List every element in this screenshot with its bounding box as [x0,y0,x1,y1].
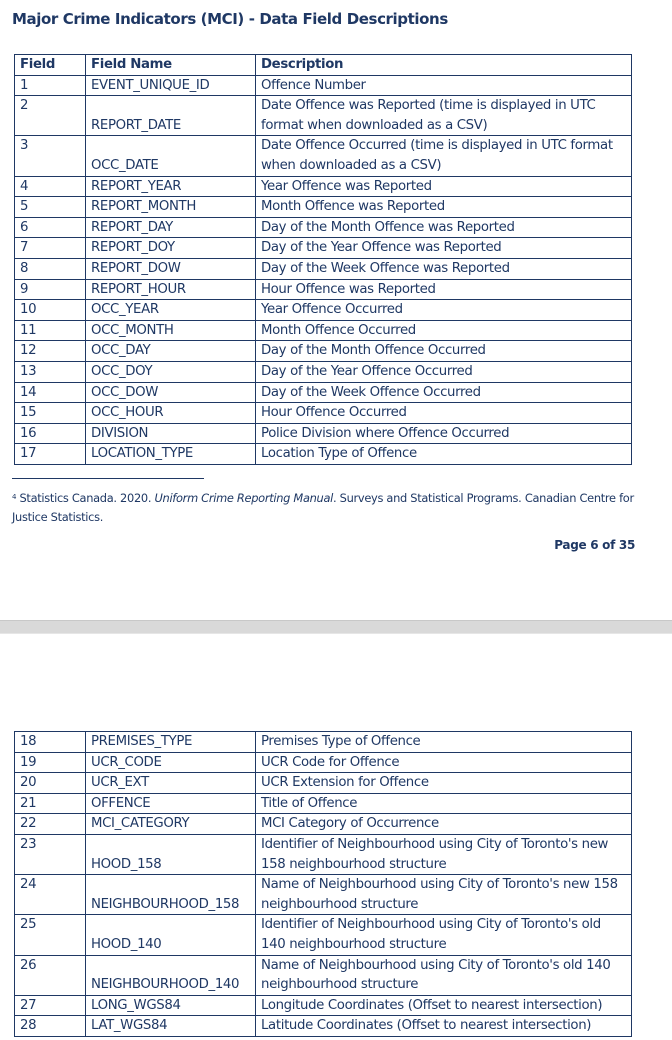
description-cell: Premises Type of Offence [256,732,632,753]
table-row [15,382,632,403]
description-cell: Date Offence Occurred (time is displayed in UTC format when downloaded as a CSV) [256,136,632,176]
field-name-cell: OCC_DATE [86,136,256,176]
table-row [15,752,632,773]
field-name-cell: LAT_WGS84 [86,1016,256,1037]
table-row [15,875,632,915]
description-cell: UCR Extension for Offence [256,773,632,794]
description-cell: Location Type of Offence [256,444,632,465]
field-name-cell: PREMISES_TYPE [86,732,256,753]
description-cell: Offence Number [256,75,632,96]
description-cell: Hour Offence Occurred [256,403,632,424]
table-body [15,75,632,464]
field-name-cell: HOOD_158 [86,834,256,874]
table-row [15,341,632,362]
description-cell: UCR Code for Offence [256,752,632,773]
document-page-7 [0,634,672,1040]
field-number-cell: 26 [15,955,86,995]
field-number-cell: 24 [15,875,86,915]
field-name-cell: DIVISION [86,423,256,444]
table-row [15,773,632,794]
description-cell: Month Offence Occurred [256,320,632,341]
table-row [15,258,632,279]
field-number-cell: 21 [15,793,86,814]
table-row [15,96,632,136]
description-cell: Police Division where Offence Occurred [256,423,632,444]
description-cell: Year Offence Occurred [256,300,632,321]
field-name-cell: EVENT_UNIQUE_ID [86,75,256,96]
footnote-separator [12,478,204,479]
field-number-cell: 11 [15,320,86,341]
description-cell: MCI Category of Occurrence [256,814,632,835]
table-row [15,955,632,995]
field-name-cell: REPORT_DOY [86,238,256,259]
field-number-cell: 16 [15,423,86,444]
field-number-cell: 1 [15,75,86,96]
table-row [15,423,632,444]
description-cell: Latitude Coordinates (Offset to nearest intersection) [256,1016,632,1037]
field-number-cell: 18 [15,732,86,753]
header-description: Description [256,55,632,76]
table-row [15,361,632,382]
field-number-cell: 17 [15,444,86,465]
description-cell: Hour Offence was Reported [256,279,632,300]
field-name-cell: REPORT_HOUR [86,279,256,300]
footnote-marker: 4 [12,493,17,501]
description-cell: Day of the Year Offence Occurred [256,361,632,382]
field-number-cell: 23 [15,834,86,874]
table-row [15,995,632,1016]
field-name-cell: MCI_CATEGORY [86,814,256,835]
field-name-cell: OCC_YEAR [86,300,256,321]
header-field: Field [15,55,86,76]
field-name-cell: UCR_CODE [86,752,256,773]
table-row [15,403,632,424]
description-cell: Name of Neighbourhood using City of Toronto's new 158 neighbourhood structure [256,875,632,915]
field-name-cell: REPORT_DOW [86,258,256,279]
field-number-cell: 9 [15,279,86,300]
page-number: Page 6 of 35 [554,538,635,552]
field-name-cell: OCC_HOUR [86,403,256,424]
field-name-cell: REPORT_DAY [86,217,256,238]
table-row [15,915,632,955]
field-number-cell: 2 [15,96,86,136]
footnote [12,489,652,527]
table-row [15,444,632,465]
field-number-cell: 5 [15,197,86,218]
description-cell: Identifier of Neighbourhood using City of Toronto's new 158 neighbourhood structure [256,834,632,874]
page-separator [0,620,672,634]
field-number-cell: 27 [15,995,86,1016]
description-cell: Longitude Coordinates (Offset to nearest intersection) [256,995,632,1016]
field-name-cell: OCC_DAY [86,341,256,362]
table-header-row [15,55,632,76]
field-number-cell: 8 [15,258,86,279]
field-number-cell: 7 [15,238,86,259]
field-number-cell: 15 [15,403,86,424]
table-row [15,238,632,259]
field-number-cell: 12 [15,341,86,362]
field-name-cell: REPORT_MONTH [86,197,256,218]
field-number-cell: 28 [15,1016,86,1037]
description-cell: Day of the Week Offence Occurred [256,382,632,403]
footnote-text-before: Statistics Canada. 2020. [16,491,155,505]
description-cell: Day of the Month Offence was Reported [256,217,632,238]
field-number-cell: 3 [15,136,86,176]
table-row [15,197,632,218]
field-name-cell: REPORT_DATE [86,96,256,136]
header-field-name: Field Name [86,55,256,76]
page-title: Major Crime Indicators (MCI) - Data Field Descriptions [12,10,448,28]
field-name-cell: OFFENCE [86,793,256,814]
description-cell: Day of the Year Offence was Reported [256,238,632,259]
table-row [15,75,632,96]
field-name-cell: HOOD_140 [86,915,256,955]
description-cell: Day of the Month Offence Occurred [256,341,632,362]
field-number-cell: 19 [15,752,86,773]
table-row [15,279,632,300]
description-cell: Month Offence was Reported [256,197,632,218]
description-cell: Date Offence was Reported (time is displayed in UTC format when downloaded as a CSV) [256,96,632,136]
description-cell: Day of the Week Offence was Reported [256,258,632,279]
field-number-cell: 6 [15,217,86,238]
field-name-cell: REPORT_YEAR [86,176,256,197]
table-row [15,814,632,835]
description-cell: Title of Offence [256,793,632,814]
table-row [15,176,632,197]
field-number-cell: 14 [15,382,86,403]
description-cell: Year Offence was Reported [256,176,632,197]
table-row [15,300,632,321]
field-name-cell: LONG_WGS84 [86,995,256,1016]
field-number-cell: 4 [15,176,86,197]
field-number-cell: 20 [15,773,86,794]
table-row [15,793,632,814]
table-row [15,217,632,238]
footnote-text-after: . Surveys and Statistical Programs. Canadian Centre for Justice Statistics. [12,491,634,524]
table-row [15,136,632,176]
table-body [15,732,632,1037]
field-name-cell: OCC_DOY [86,361,256,382]
table-row [15,834,632,874]
field-number-cell: 10 [15,300,86,321]
field-name-cell: OCC_MONTH [86,320,256,341]
footnote-italic-title: Uniform Crime Reporting Manual [154,491,334,505]
field-name-cell: NEIGHBOURHOOD_140 [86,955,256,995]
field-number-cell: 25 [15,915,86,955]
field-number-cell: 22 [15,814,86,835]
table-row [15,1016,632,1037]
field-name-cell: LOCATION_TYPE [86,444,256,465]
table-row [15,732,632,753]
field-descriptions-table-continued [14,731,632,1037]
description-cell: Name of Neighbourhood using City of Toronto's old 140 neighbourhood structure [256,955,632,995]
field-name-cell: OCC_DOW [86,382,256,403]
field-descriptions-table [14,54,632,465]
description-cell: Identifier of Neighbourhood using City of Toronto's old 140 neighbourhood structure [256,915,632,955]
field-number-cell: 13 [15,361,86,382]
table-row [15,320,632,341]
field-name-cell: NEIGHBOURHOOD_158 [86,875,256,915]
field-name-cell: UCR_EXT [86,773,256,794]
